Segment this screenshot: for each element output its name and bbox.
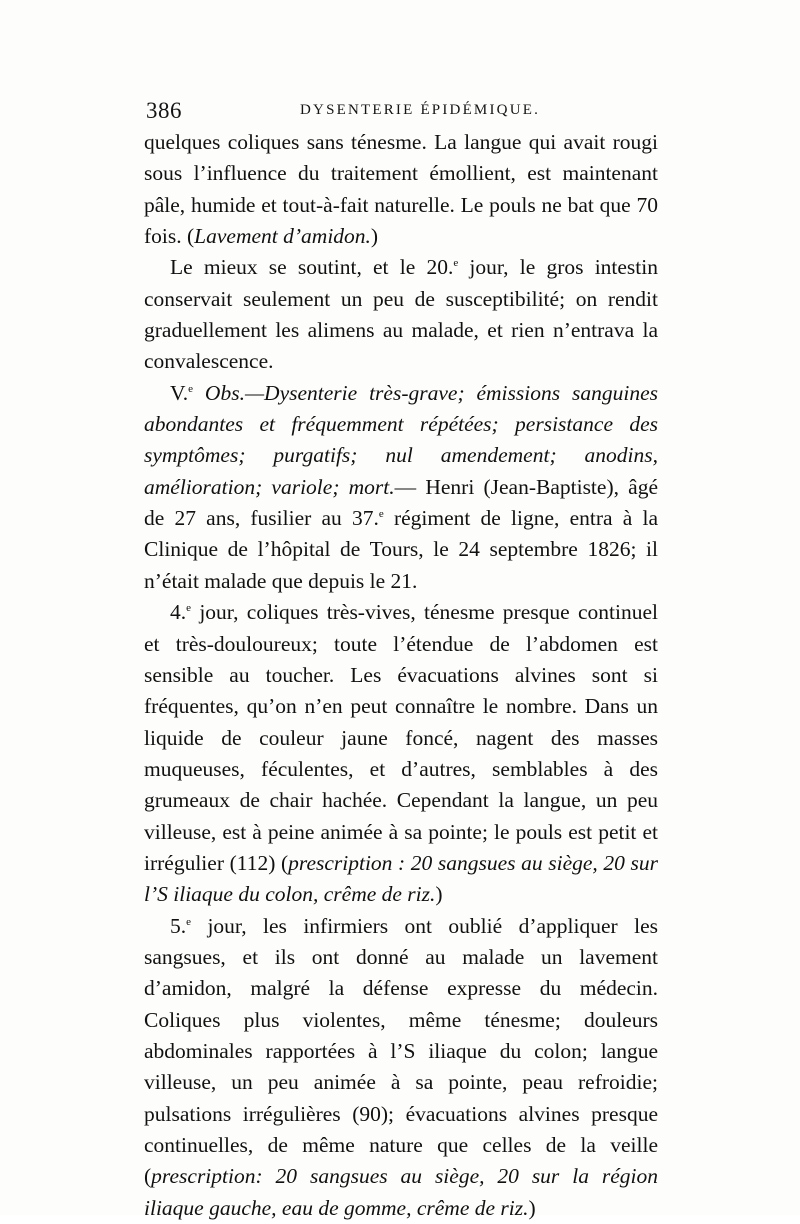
paragraph-5-text-a: 5. bbox=[170, 913, 187, 938]
paragraph-5-end: ) bbox=[528, 1195, 536, 1220]
paragraph-3-observation bbox=[144, 378, 658, 597]
paragraph-5-prescription: prescription: 20 sangsues au siège, 20 sur la région iliaque gauche, eau de gomme, crême de riz. bbox=[144, 1164, 658, 1220]
page-number: 386 bbox=[146, 98, 182, 123]
paragraph-3-text-a: — Henri (Jean-Baptiste), âgé de 27 ans, fusilier au 37. bbox=[144, 474, 658, 531]
paragraph-3-superscript: e bbox=[378, 507, 384, 520]
running-title: DYSENTERIE ÉPIDÉMIQUE. bbox=[300, 102, 541, 118]
paragraph-2-text-a: Le mieux se soutint, et le 20. bbox=[170, 255, 454, 280]
paragraph-4-text-a: 4. bbox=[170, 600, 187, 625]
paragraph-4-superscript: e bbox=[186, 602, 192, 614]
paragraph-4-text-b: jour, coliques très-vives, ténesme presque continuel et très-douloureux; toute l’étendue de l’abdomen est sensible au toucher. Les évacuations alvines sont si fréquentes, qu’on n’en peut connaître le nombre. Dans un liquide de couleur jaune foncé, nagent des masses muqueuses, féculentes, et d’autres, semblables à des grumeaux de chair hachée. Cependant la langue, un peu villeuse, est à peine animée à sa pointe; le pouls est petit et irrégulier (112) ( bbox=[144, 600, 658, 875]
paragraph-5 bbox=[144, 911, 658, 1224]
paragraph-2 bbox=[144, 252, 658, 377]
paragraph-5-superscript: e bbox=[186, 915, 192, 928]
observation-title: Obs.—Dysenterie très-grave; émissions sanguines abondantes et fréquemment répétées; persistance des symptômes; purgatifs; nul amendement; anodins, amélioration; variole; mort. bbox=[144, 380, 658, 499]
page-header bbox=[146, 98, 656, 128]
paragraph-4-prescription: prescription : 20 sangsues au siège, 20 sur l’S iliaque du colon, crême de riz. bbox=[144, 850, 658, 907]
paragraph-1-italic: Lavement d’amidon. bbox=[194, 224, 371, 249]
paragraph-5-text-b: jour, les infirmiers ont oublié d’appliquer les sangsues, et ils ont donné au malade un lavement d’amidon, malgré la défense expresse du médecin. Coliques plus violentes, même ténesme; douleurs abdominales rapportées à l’S iliaque du colon; langue villeuse, un peu animée à sa pointe, peau refroidie; pulsations irrégulières (90); évacuations alvines presque continuelles, de même nature que celles de la veille ( bbox=[144, 913, 658, 1189]
paragraph-4-end: ) bbox=[435, 882, 443, 907]
paragraph-1-end: ) bbox=[370, 224, 379, 249]
body-text bbox=[144, 127, 658, 1224]
paragraph-2-superscript: e bbox=[453, 257, 459, 270]
paragraph-1 bbox=[144, 127, 658, 252]
paragraph-4 bbox=[144, 597, 658, 910]
paragraph-2-text-b: jour, le gros intestin conservait seulement un peu de susceptibilité; on rendit graduellement les alimens au malade, et rien n’entrava la convalescence. bbox=[144, 255, 658, 374]
observation-superscript: e bbox=[188, 382, 194, 395]
paragraph-1-text: quelques coliques sans ténesme. La langue qui avait rougi sous l’influence du traitement émollient, est maintenant pâle, humide et tout-à-fait naturelle. Le pouls ne bat que 70 fois. ( bbox=[144, 130, 658, 249]
observation-number: V. bbox=[170, 380, 189, 405]
paragraph-3-text-b: régiment de ligne, entra à la Clinique de l’hôpital de Tours, le 24 septembre 1826; il n’était malade que depuis le 21. bbox=[144, 506, 658, 593]
